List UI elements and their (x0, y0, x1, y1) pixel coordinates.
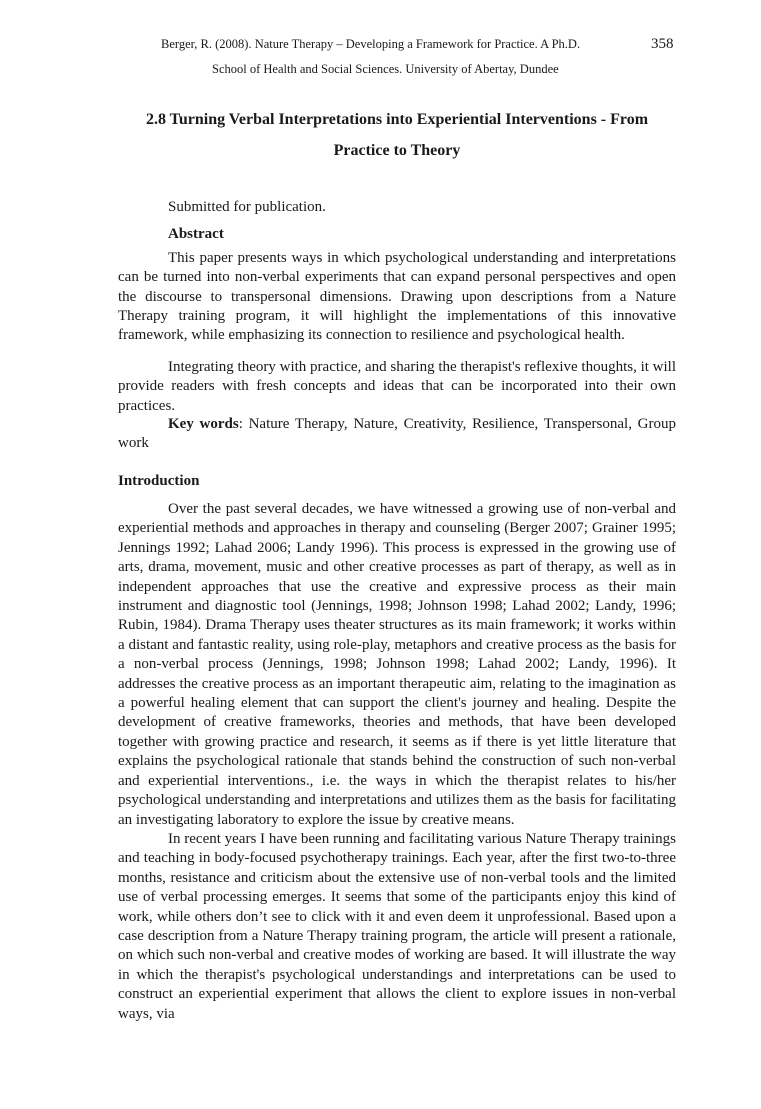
introduction-paragraph-1 (118, 500, 676, 830)
abstract-paragraph-1 (118, 249, 676, 345)
submitted-note: Submitted for publication. (168, 199, 326, 215)
abstract-p2-text: Integrating theory with practice, and sharing the therapist's reflexive thoughts, it will provide readers with fresh concepts and ideas that can be incorporated into their own practices. (118, 359, 676, 414)
intro-p2-text: In recent years I have been running and facilitating various Nature Therapy trainings and teaching in body-focused psychotherapy trainings. Each year, after the first two-to-three months, resistance and criticism about the extensive use of non-verbal tools and the limited use of verbal processing emerges. It seems that some of the participants enjoy this kind of work, while others don’t see to click with it and even deem it unprofessional. Based upon a case description from a Nature Therapy training program, the article will present a rationale, on which such non-verbal and creative modes of working are based. It will illustrate the way in which the therapist's psychological understandings and interpretations can be used to construct an experiential experiment that allows the client to explore issues in non-verbal ways, via (118, 831, 676, 1022)
section-title-line1: 2.8 Turning Verbal Interpretations into Experiential Interventions - From (145, 111, 649, 128)
introduction-heading: Introduction (118, 473, 200, 489)
page-number: 358 (651, 36, 674, 52)
section-title-line2: Practice to Theory (333, 142, 461, 159)
running-header-citation: Berger, R. (2008). Nature Therapy – Developing a Framework for Practice. A Ph.D. (161, 37, 581, 51)
running-header-institution: School of Health and Social Sciences. University of Abertay, Dundee (212, 62, 559, 76)
abstract-p1-text: This paper presents ways in which psychological understanding and interpretations can be turned into non-verbal experiments that can expand personal perspectives and open the discourse to transpersonal dimensions. Drawing upon descriptions from a Nature Therapy training program, it will highlight the implementations of this innovative framework, while emphasizing its connection to resilience and psychological health. (118, 250, 676, 344)
intro-p1-text: Over the past several decades, we have witnessed a growing use of non-verbal and experiential methods and approaches in therapy and counseling (Berger 2007; Grainer 1995; Jennings 1992; Lahad 2006; Landy 1996). This process is expressed in the growing use of arts, drama, movement, music and other creative processes as part of therapy, as well as in independent approaches that use the creative and expressive process as their main instrument and diagnostic tool (Jennings, 1998; Johnson 1998; Lahad 2002; Landy, 1996; Rubin, 1984). Drama Therapy uses theater structures as its main framework; it works within a distant and fantastic reality, using role-play, metaphors and creative process as the basis for a non-verbal process (Jennings, 1998; Johnson 1998; Lahad 2002; Landy, 1996). It addresses the creative process as an important therapeutic aim, relating to the imagination as a powerful healing element that can support the client's journey and healing. Despite the development of creative frameworks, theories and methods, that have been developed together with growing practice and research, it seems as if there is yet little literature that explains the psychological rationale that stands behind the construction of such non-verbal and experiential interventions., i.e. the ways in which the therapist relates to his/her psychological understanding and interpretations and utilizes them as the basis for facilitating an investigating laboratory to explore the issue by creative means. (118, 501, 676, 828)
abstract-paragraph-2 (118, 358, 676, 416)
introduction-paragraph-2 (118, 830, 676, 1024)
abstract-heading: Abstract (168, 226, 224, 242)
keywords-list: : Nature Therapy, Nature, Creativity, Resilience, Transpersonal, Group work (118, 416, 676, 452)
keywords-paragraph (118, 415, 676, 454)
keywords-label: Key words (168, 416, 239, 432)
